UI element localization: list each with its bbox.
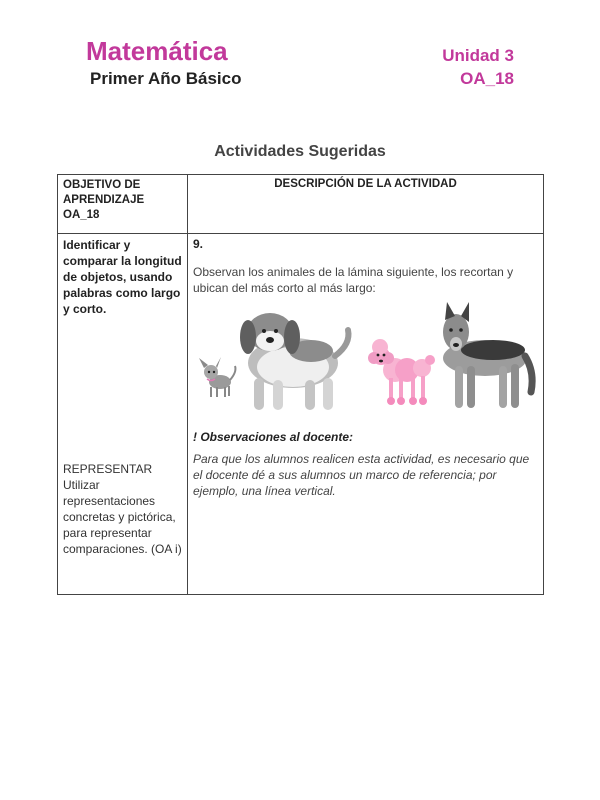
shepherd-icon: [443, 302, 532, 408]
poodle-icon: [368, 339, 435, 405]
section-title: Actividades Sugeridas: [214, 143, 386, 160]
large-dog-icon: [240, 313, 348, 410]
animals-svg: [193, 300, 538, 420]
subject-title: Matemática: [86, 36, 228, 66]
activity-table: [57, 174, 544, 595]
table-header-row: [58, 175, 544, 234]
objective-text: Identificar y comparar la longitud de objetos, usando palabras como largo y corto.: [63, 238, 182, 316]
description-header: DESCRIPCIÓN DE LA ACTIVIDAD: [274, 178, 457, 190]
objective-cell: [58, 234, 188, 595]
animals-illustration: [193, 300, 538, 420]
table-body-row: [58, 234, 544, 595]
represent-text: Utilizar representaciones concretas y pictórica, para representar comparaciones. (OA i): [63, 478, 182, 556]
observations-text: Para que los alumnos realicen esta actividad, es necesario que el docente dé a sus alumnos un marco de referencia; por ejemplo, una línea vertical.: [193, 452, 530, 498]
objective-header-cell: [58, 175, 188, 234]
activity-number: 9.: [193, 237, 204, 251]
objective-header-line-2: APRENDIZAJE: [63, 194, 145, 206]
objective-header-line-1: OBJETIVO DE: [63, 179, 141, 191]
represent-title: REPRESENTAR: [63, 462, 153, 476]
unit-label: Unidad 3: [442, 46, 514, 65]
oa-label: OA_18: [460, 69, 514, 88]
description-header-cell: [188, 175, 544, 234]
represent-block: [63, 461, 182, 557]
chihuahua-icon: [199, 357, 235, 397]
grade-title: Primer Año Básico: [90, 69, 242, 88]
description-cell: [188, 234, 544, 595]
objective-header-line-3: OA_18: [63, 209, 100, 221]
observations-title: ! Observaciones al docente:: [193, 430, 354, 444]
activity-text: Observan los animales de la lámina siguiente, los recortan y ubican del más corto al más largo:: [193, 265, 514, 295]
